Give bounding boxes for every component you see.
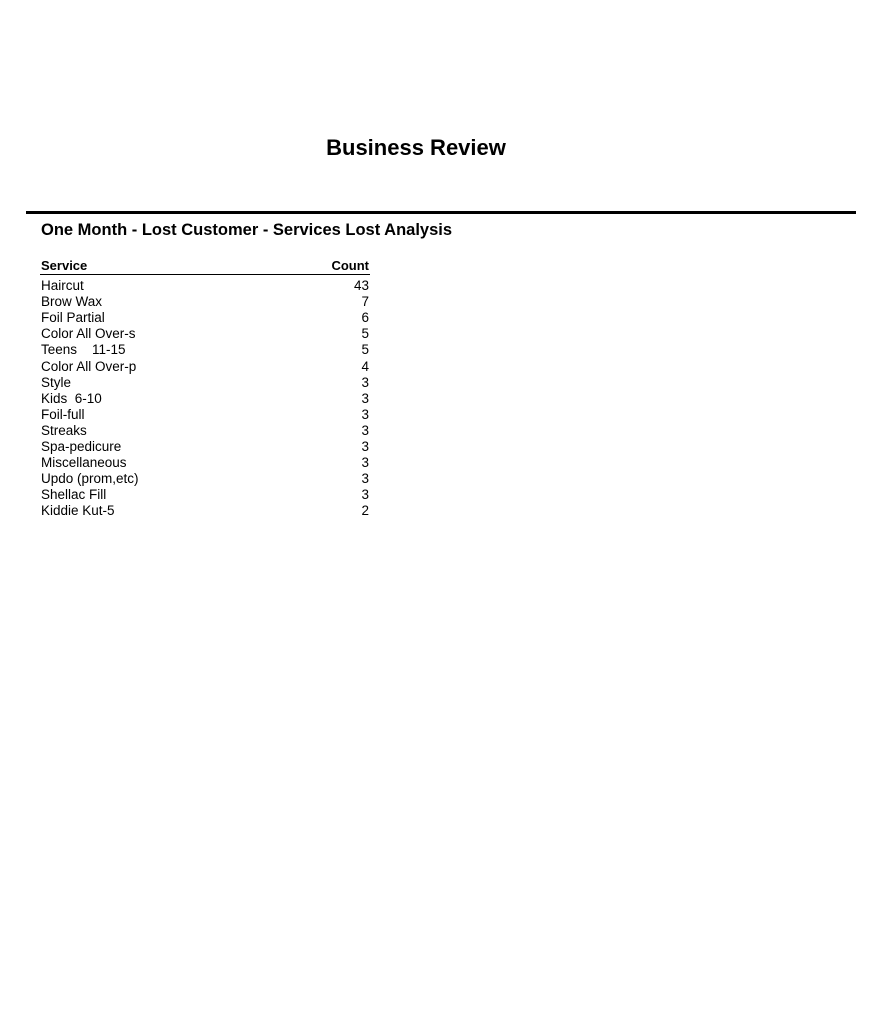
table-row: [40, 375, 370, 391]
services-lost-table: [40, 256, 370, 519]
cell-service: Color All Over-p: [41, 358, 137, 374]
cell-count: 3: [361, 406, 369, 422]
table-header-row: [40, 256, 370, 275]
cell-service: Spa-pedicure: [41, 438, 122, 454]
cell-count: 4: [361, 358, 369, 374]
cell-service: Streaks: [41, 422, 87, 438]
cell-count: 6: [361, 310, 369, 326]
table-row: [40, 358, 370, 374]
table-row: [40, 455, 370, 471]
cell-service: Kids 6-10: [41, 390, 102, 406]
cell-count: 5: [361, 342, 369, 358]
cell-service: Teens 11-15: [41, 342, 126, 358]
table-row: [40, 310, 370, 326]
cell-service: Updo (prom,etc): [41, 471, 139, 487]
cell-service: Miscellaneous: [41, 455, 127, 471]
cell-count: 3: [361, 455, 369, 471]
table-row: [40, 487, 370, 503]
table-row: [40, 407, 370, 423]
cell-count: 7: [361, 294, 369, 310]
cell-count: 3: [361, 487, 369, 503]
table-row: [40, 439, 370, 455]
table-body: [40, 275, 370, 520]
table-row: [40, 391, 370, 407]
cell-service: Foil-full: [41, 406, 85, 422]
table-row: [40, 423, 370, 439]
section-divider: [26, 211, 856, 214]
section-title: One Month - Lost Customer - Services Lost Analysis: [41, 221, 453, 239]
cell-service: Foil Partial: [41, 310, 105, 326]
cell-count: 43: [353, 278, 369, 294]
table-row: [40, 503, 370, 519]
cell-count: 3: [361, 422, 369, 438]
cell-service: Brow Wax: [41, 294, 103, 310]
table-row: [40, 278, 370, 294]
cell-service: Style: [41, 374, 72, 390]
report-title: Business Review: [326, 135, 506, 160]
cell-service: Color All Over-s: [41, 326, 136, 342]
column-header-service: Service: [40, 256, 276, 275]
table-row: [40, 326, 370, 342]
cell-count: 3: [361, 374, 369, 390]
column-header-count: Count: [276, 256, 370, 275]
table-row: [40, 294, 370, 310]
cell-service: Haircut: [41, 278, 84, 294]
cell-count: 3: [361, 438, 369, 454]
cell-count: 3: [361, 471, 369, 487]
table-row: [40, 342, 370, 358]
cell-count: 3: [361, 390, 369, 406]
cell-service: Kiddie Kut-5: [41, 503, 115, 519]
cell-count: 5: [361, 326, 369, 342]
cell-service: Shellac Fill: [41, 487, 107, 503]
table-row: [40, 471, 370, 487]
cell-count: 2: [361, 503, 369, 519]
